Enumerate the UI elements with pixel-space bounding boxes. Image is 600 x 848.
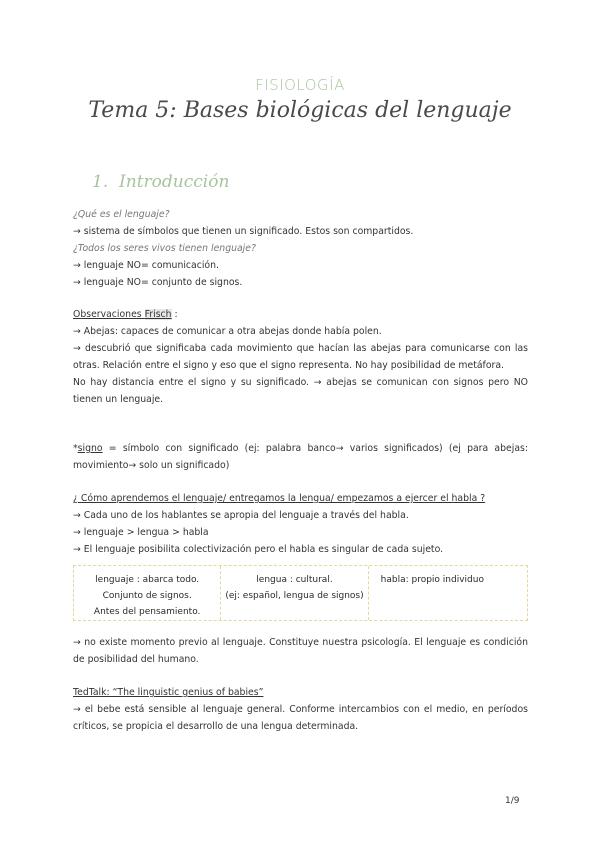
aprendemos-heading: ¿ Cómo aprendemos el lenguaje/ entregamos la lengua/ empezamos a ejercer el habla ? <box>73 493 486 504</box>
table-cell-lengua <box>221 566 368 620</box>
table-line: lenguaje : abarca todo. <box>95 575 200 585</box>
tedtalk-block <box>73 684 528 735</box>
aprendemos-p2: → lenguaje > lengua > habla <box>73 527 209 538</box>
answer-2b: → lenguaje NO= conjunto de signos. <box>73 277 243 288</box>
frisch-block <box>73 306 528 408</box>
page-number: 1/9 <box>505 796 520 806</box>
table-line: Conjunto de signos. <box>102 591 192 601</box>
question-1: ¿Qué es el lenguaje? <box>73 209 170 220</box>
frisch-p1: → Abejas: capaces de comunicar a otra abejas donde había polen. <box>73 326 382 337</box>
tedtalk-p1: → el bebe está sensible al lenguaje general. Conforme intercambios con el medio, en períodos críticos, se propicia el desarrollo de una lengua determinada. <box>73 704 528 732</box>
table-line: habla: propio individuo <box>380 575 484 585</box>
table-line: Antes del pensamiento. <box>93 607 201 617</box>
aprendemos-p3: → El lenguaje posibilita colectivización pero el habla es singular de cada sujeto. <box>73 544 444 555</box>
signo-word: signo <box>77 443 103 454</box>
aprendemos-p1: → Cada uno de los hablantes se apropia del lenguaje a través del habla. <box>73 510 409 521</box>
aprendemos-block <box>73 490 528 558</box>
frisch-p2: → descubrió que significaba cada movimiento que hacían las abejas para comunicarse con las otras. Relación entre el signo y eso que el signo representa. No hay posibilidad de metáfora. <box>73 343 528 371</box>
frisch-heading-label: Observaciones <box>73 309 142 320</box>
answer-2a: → lenguaje NO= comunicación. <box>73 260 219 271</box>
conclusion-paragraph: → no existe momento previo al lenguaje. Constituye nuestra psicología. El lenguaje es condición de posibilidad del humano. <box>73 637 528 665</box>
intro-block <box>73 206 528 291</box>
comparison-table <box>73 565 528 621</box>
frisch-name: Frisch <box>144 309 172 320</box>
frisch-heading <box>73 306 528 323</box>
section-heading <box>92 172 229 192</box>
signo-definition: = símbolo con significado (ej: palabra banco→ varios significados) (ej para abejas: movimiento→ solo un significado) <box>73 443 528 471</box>
table-cell-lenguaje <box>74 566 221 620</box>
frisch-colon: : <box>174 309 178 320</box>
answer-1: → sistema de símbolos que tienen un significado. Estos son compartidos. <box>73 226 414 237</box>
table-cell-habla <box>369 566 527 620</box>
subject-label: FISIOLOGÍA <box>255 76 345 94</box>
signo-note <box>73 440 528 474</box>
page-title: Tema 5: Bases biológicas del lenguaje <box>88 98 512 123</box>
section-number: 1. <box>92 172 109 192</box>
question-2: ¿Todos los seres vivos tienen lenguaje? <box>73 243 256 254</box>
table-line: (ej: español, lengua de signos) <box>225 591 364 601</box>
tedtalk-heading: TedTalk: “The linguistic genius of babies” <box>73 687 264 698</box>
section-title: Introducción <box>119 172 230 192</box>
signo-prefix: * <box>73 443 78 454</box>
table-line: lengua : cultural. <box>256 575 333 585</box>
frisch-p3: No hay distancia entre el signo y su significado. → abejas se comunican con signos pero NO tienen un lenguaje. <box>73 377 528 405</box>
